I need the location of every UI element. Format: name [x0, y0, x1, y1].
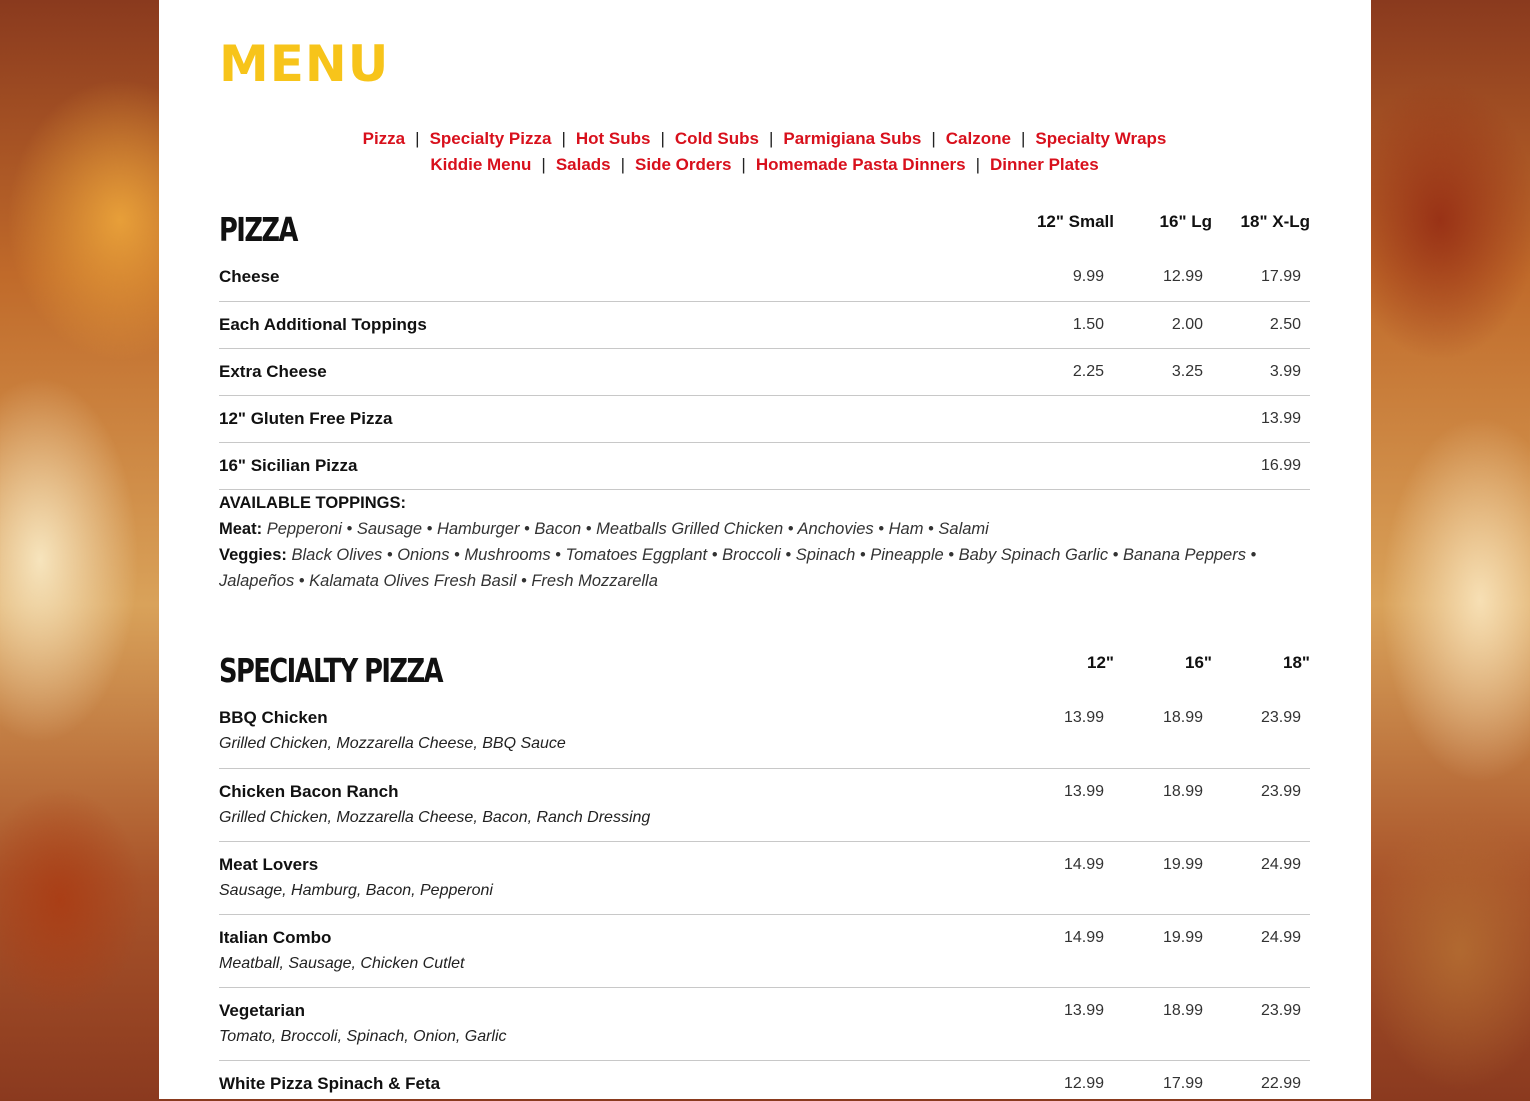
item-price-18: 23.99: [1260, 709, 1301, 726]
item-price-large: 2.00: [1171, 316, 1203, 333]
menu-item-row: [219, 695, 1310, 769]
nav-link-specialty-wraps[interactable]: Specialty Wraps: [1035, 129, 1167, 148]
menu-item-row: [219, 254, 1310, 302]
item-price-small: 9.99: [1072, 268, 1104, 285]
page-title: MENU: [219, 35, 390, 93]
section-title-pizza: PIZZA: [219, 210, 297, 249]
item-name: BBQ Chicken: [219, 708, 328, 727]
nav-link-specialty-pizza[interactable]: Specialty Pizza: [429, 129, 552, 148]
column-header-18: 18": [1283, 653, 1310, 672]
pizza-section: [219, 206, 1310, 594]
menu-item-row: [219, 1061, 1310, 1101]
item-description: Sausage, Hamburg, Bacon, Pepperoni: [219, 882, 493, 899]
veggie-toppings-list: Black Olives • Onions • Mushrooms • Tomatoes Eggplant • Broccoli • Spinach • Pineapple • Baby Spinach Garlic • Banana Peppers • Jalapeños • Kalamata Olives Fresh Basil • Fresh Mozzarella: [219, 546, 1257, 590]
menu-item-row: [219, 349, 1310, 396]
item-name: Extra Cheese: [219, 362, 327, 381]
item-price-12: 13.99: [1063, 783, 1104, 800]
item-price-18: 23.99: [1260, 1002, 1301, 1019]
menu-item-row: [219, 396, 1310, 443]
item-price-16: 18.99: [1162, 783, 1203, 800]
item-name: 16" Sicilian Pizza: [219, 456, 358, 475]
nav-link-dinner-plates[interactable]: Dinner Plates: [990, 155, 1099, 174]
nav-row-1: [219, 126, 1310, 152]
nav-separator: |: [975, 155, 981, 174]
item-price-12: 14.99: [1063, 929, 1104, 946]
nav-separator: |: [1020, 129, 1026, 148]
item-price-large: 12.99: [1162, 268, 1203, 285]
column-header-xlarge: 18" X-Lg: [1240, 212, 1310, 231]
item-price-16: 19.99: [1162, 929, 1203, 946]
nav-separator: |: [768, 129, 774, 148]
item-name: White Pizza Spinach & Feta: [219, 1074, 441, 1093]
menu-item-row: [219, 302, 1310, 349]
item-description: Tomato, Broccoli, Spinach, Onion, Garlic: [219, 1028, 507, 1045]
item-name: Italian Combo: [219, 928, 332, 947]
item-price-xlarge: 3.99: [1269, 363, 1301, 380]
item-description: Grilled Chicken, Mozzarella Cheese, BBQ Sauce: [219, 735, 566, 752]
nav-link-hot-subs[interactable]: Hot Subs: [575, 129, 651, 148]
item-price-18: 23.99: [1260, 783, 1301, 800]
item-price-12: 14.99: [1063, 856, 1104, 873]
meat-toppings-list: Pepperoni • Sausage • Hamburger • Bacon • Meatballs Grilled Chicken • Anchovies • Ham • Salami: [266, 520, 989, 538]
section-header: [219, 206, 1310, 254]
nav-link-calzone[interactable]: Calzone: [945, 129, 1011, 148]
section-header: [219, 647, 1310, 695]
item-name: Each Additional Toppings: [219, 315, 427, 334]
nav-link-pizza[interactable]: Pizza: [362, 129, 406, 148]
meat-label: Meat:: [219, 520, 263, 538]
specialty-pizza-section: [219, 647, 1310, 1101]
item-price-xlarge: 16.99: [1260, 457, 1301, 474]
nav-link-kiddie-menu[interactable]: Kiddie Menu: [430, 155, 532, 174]
item-name: Chicken Bacon Ranch: [219, 782, 399, 801]
column-header-large: 16" Lg: [1159, 212, 1212, 231]
nav-link-parmigiana-subs[interactable]: Parmigiana Subs: [783, 129, 922, 148]
nav-link-cold-subs[interactable]: Cold Subs: [674, 129, 759, 148]
item-price-18: 24.99: [1260, 929, 1301, 946]
nav-separator: |: [931, 129, 936, 148]
menu-item-row: [219, 988, 1310, 1061]
available-toppings: [219, 490, 1310, 594]
item-price-12: 12.99: [1063, 1075, 1104, 1092]
item-price-large: 3.25: [1171, 363, 1203, 380]
item-name: Cheese: [219, 267, 280, 286]
column-header-16: 16": [1185, 653, 1212, 672]
toppings-heading: AVAILABLE TOPPINGS:: [219, 494, 407, 512]
menu-item-row: [219, 443, 1310, 490]
item-name: Vegetarian: [219, 1001, 305, 1020]
menu-panel: [159, 0, 1371, 1099]
nav-link-salads[interactable]: Salads: [555, 155, 611, 174]
item-price-16: 18.99: [1162, 709, 1203, 726]
item-price-16: 18.99: [1162, 1002, 1203, 1019]
menu-item-row: [219, 769, 1310, 842]
item-price-small: 2.25: [1072, 363, 1104, 380]
item-name: Meat Lovers: [219, 855, 319, 874]
section-title-specialty-pizza: SPECIALTY PIZZA: [219, 651, 442, 690]
nav-separator: |: [660, 129, 665, 148]
item-price-12: 13.99: [1063, 1002, 1104, 1019]
item-price-16: 17.99: [1162, 1075, 1203, 1092]
nav-separator: |: [541, 155, 546, 174]
item-price-18: 24.99: [1260, 856, 1301, 873]
item-price-16: 19.99: [1162, 856, 1203, 873]
nav-link-homemade-pasta-dinners[interactable]: Homemade Pasta Dinners: [755, 155, 966, 174]
item-price-18: 22.99: [1260, 1075, 1301, 1092]
item-price-xlarge: 17.99: [1260, 268, 1301, 285]
nav-link-side-orders[interactable]: Side Orders: [635, 155, 732, 174]
nav-separator: |: [561, 129, 566, 148]
item-price-small: 1.50: [1072, 316, 1104, 333]
item-price-xlarge: 13.99: [1260, 410, 1301, 427]
column-header-12: 12": [1087, 653, 1114, 672]
menu-item-row: [219, 915, 1310, 988]
category-nav: [219, 126, 1310, 178]
nav-separator: |: [620, 155, 626, 174]
column-header-small: 12" Small: [1036, 212, 1114, 231]
item-price-xlarge: 2.50: [1269, 316, 1301, 333]
menu-item-row: [219, 842, 1310, 915]
veggies-label: Veggies:: [219, 546, 287, 564]
item-description: Grilled Chicken, Mozzarella Cheese, Bacon, Ranch Dressing: [219, 809, 651, 826]
nav-row-2: [219, 152, 1310, 178]
nav-separator: |: [415, 129, 420, 148]
item-name: 12" Gluten Free Pizza: [219, 409, 393, 428]
nav-separator: |: [741, 155, 746, 174]
item-description: Meatball, Sausage, Chicken Cutlet: [219, 955, 465, 972]
item-price-12: 13.99: [1063, 709, 1104, 726]
